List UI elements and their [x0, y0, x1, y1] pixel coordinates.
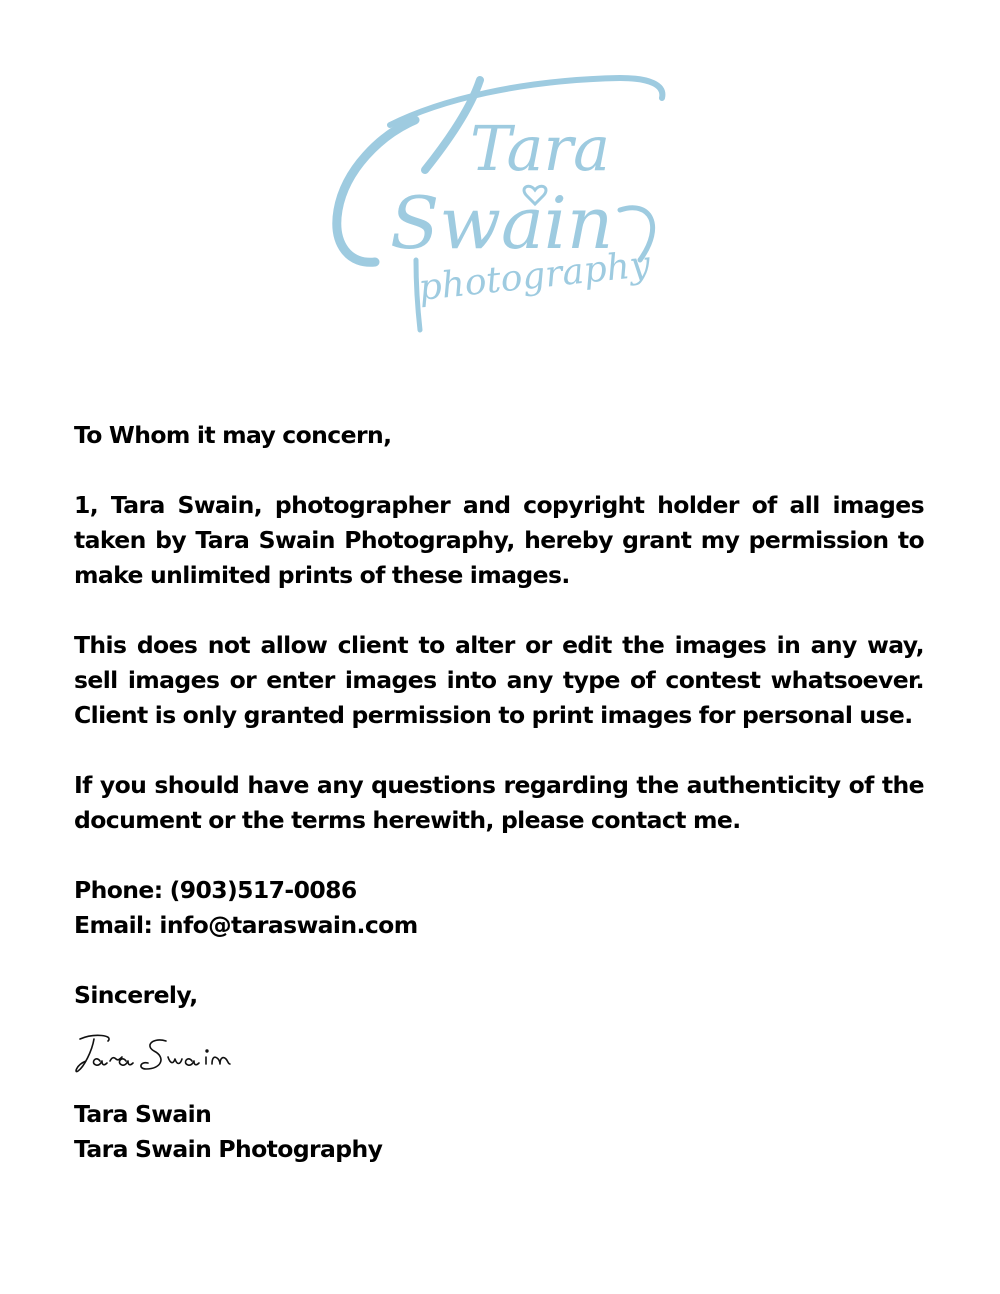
paragraph-restrictions: This does not allow client to alter or edit the images in any way, sell images or enter images into any type of contest whatsoever. Client is only granted permission to print images for personal use. [74, 631, 924, 729]
logo-line-swain: Swain [390, 181, 614, 265]
signer-block [74, 1097, 924, 1167]
handwritten-signature [74, 1031, 304, 1081]
closing: Sincerely, [74, 981, 198, 1009]
logo-lettering [390, 112, 653, 309]
contact-info [74, 873, 924, 943]
paragraph-permission: 1, Tara Swain, photographer and copyright holder of all images taken by Tara Swain Photography, hereby grant my permission to make unlimited prints of these images. [74, 491, 924, 589]
paragraph-contact-request: If you should have any questions regarding the authenticity of the document or the terms herewith, please contact me. [74, 771, 924, 834]
tara-swain-photography-logo [320, 50, 680, 340]
logo-line-tara: Tara [470, 112, 611, 185]
signer-name: Tara Swain [74, 1100, 212, 1128]
phone-line: Phone: (903)517-0086 [74, 876, 357, 904]
greeting: To Whom it may concern, [74, 421, 392, 449]
signer-company: Tara Swain Photography [74, 1135, 383, 1163]
email-line: Email: info@taraswain.com [74, 911, 418, 939]
letter-body [74, 418, 924, 1167]
logo-line-photography: photography [416, 243, 653, 309]
